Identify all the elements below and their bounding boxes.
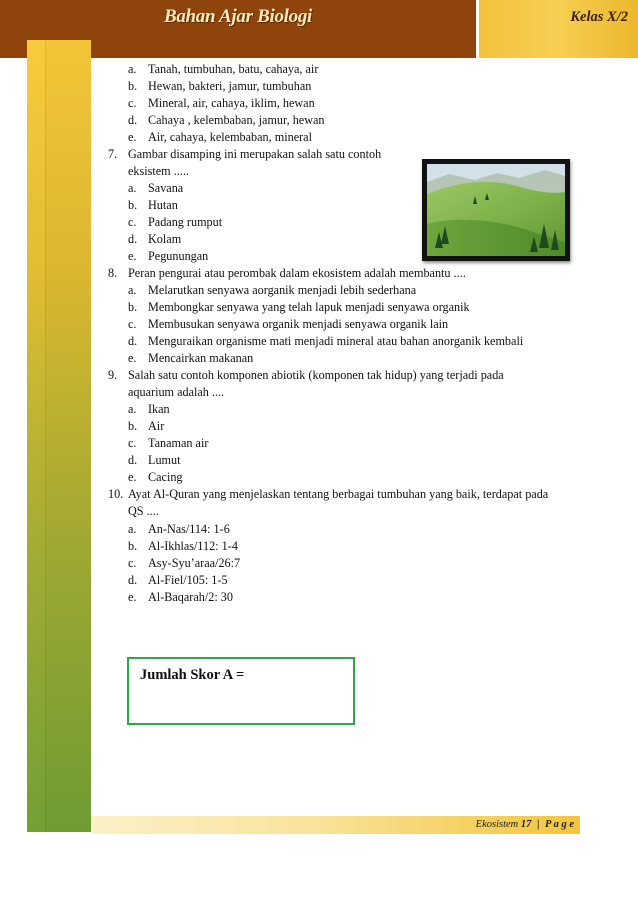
landscape-image — [427, 164, 565, 256]
option-text: Hutan — [148, 198, 178, 212]
footer-text — [476, 816, 574, 834]
option-text: Ikan — [148, 402, 170, 416]
option-letter: c. — [128, 96, 137, 110]
option-letter: b. — [128, 419, 138, 433]
option-letter: a. — [128, 181, 137, 195]
question-text: QS .... — [128, 504, 159, 518]
option-letter: d. — [128, 573, 138, 587]
option-letter: d. — [128, 334, 138, 348]
score-box — [127, 657, 355, 725]
option-text: An-Nas/114: 1-6 — [148, 522, 230, 536]
question-text: eksistem ..... — [128, 164, 189, 178]
header-class-panel — [479, 0, 638, 58]
option-letter: e. — [128, 351, 137, 365]
option-letter: c. — [128, 556, 137, 570]
option-text: Al-Fiel/105: 1-5 — [148, 573, 228, 587]
option-letter: a. — [128, 522, 137, 536]
option-text: Melarutkan senyawa aorganik menjadi lebih sederhana — [148, 283, 417, 297]
question-number: 7. — [108, 147, 118, 161]
option-text: Menguraikan organisme mati menjadi mineral atau bahan anorganik kembali — [148, 334, 524, 348]
question-text: Peran pengurai atau perombak dalam ekosistem adalah membantu .... — [128, 266, 466, 280]
option-letter: b. — [128, 198, 138, 212]
footer-chapter: Ekosistem — [475, 819, 519, 830]
option-text: Lumut — [148, 453, 181, 467]
option-letter: b. — [128, 79, 138, 93]
class-label: Kelas X/2 — [570, 9, 628, 25]
option-text: Membongkar senyawa yang telah lapuk menjadi senyawa organik — [148, 300, 470, 314]
option-text: Mineral, air, cahaya, iklim, hewan — [148, 96, 315, 110]
option-text: Al-Baqarah/2: 30 — [148, 590, 233, 604]
option-text: Pegunungan — [148, 249, 209, 263]
option-letter: e. — [128, 590, 137, 604]
document-title: Bahan Ajar Biologi — [163, 6, 313, 27]
option-text: Membusukan senyawa organik menjadi senyawa organik lain — [148, 317, 449, 331]
option-text: Mencairkan makanan — [148, 351, 254, 365]
option-text: Savana — [148, 181, 184, 195]
question-number: 8. — [108, 266, 118, 280]
footer-separator: | — [537, 819, 540, 830]
option-text: Al-Ikhlas/112: 1-4 — [148, 539, 238, 553]
question-text: aquarium adalah .... — [128, 385, 225, 399]
option-letter: d. — [128, 232, 138, 246]
question-text: Salah satu contoh komponen abiotik (komponen tak hidup) yang terjadi pada — [128, 368, 504, 382]
page-footer — [91, 816, 580, 834]
question-number: 10. — [108, 487, 124, 501]
option-letter: e. — [128, 470, 137, 484]
option-letter: a. — [128, 283, 137, 297]
option-letter: b. — [128, 539, 138, 553]
score-label: Jumlah Skor A = — [140, 667, 245, 683]
left-decorative-bar-edge — [27, 40, 45, 832]
option-text: Air — [148, 419, 165, 433]
option-text: Air, cahaya, kelembaban, mineral — [148, 130, 312, 144]
option-letter: c. — [128, 215, 137, 229]
option-text: Cacing — [148, 470, 183, 484]
option-letter: c. — [128, 317, 137, 331]
grassland-mountain-photo — [422, 159, 570, 261]
option-letter: d. — [128, 453, 138, 467]
option-text: Tanaman air — [148, 436, 209, 450]
option-letter: e. — [128, 130, 137, 144]
option-letter: a. — [128, 62, 137, 76]
option-letter: d. — [128, 113, 138, 127]
option-letter: c. — [128, 436, 137, 450]
question-text: Gambar disamping ini merupakan salah satu contoh — [128, 147, 382, 161]
option-letter: a. — [128, 402, 137, 416]
option-letter: b. — [128, 300, 138, 314]
option-text: Cahaya , kelembaban, jamur, hewan — [148, 113, 325, 127]
option-text: Padang rumput — [148, 215, 223, 229]
option-letter: e. — [128, 249, 137, 263]
page-word: P a g e — [544, 819, 574, 830]
option-text: Asy-Syu’araa/26:7 — [148, 556, 241, 570]
option-text: Tanah, tumbuhan, batu, cahaya, air — [148, 62, 319, 76]
question-number: 9. — [108, 368, 118, 382]
question-text: Ayat Al-Quran yang menjelaskan tentang berbagai tumbuhan yang baik, terdapat pada — [128, 487, 549, 501]
option-text: Hewan, bakteri, jamur, tumbuhan — [148, 79, 312, 93]
page-number: 17 — [520, 819, 532, 830]
option-text: Kolam — [148, 232, 182, 246]
